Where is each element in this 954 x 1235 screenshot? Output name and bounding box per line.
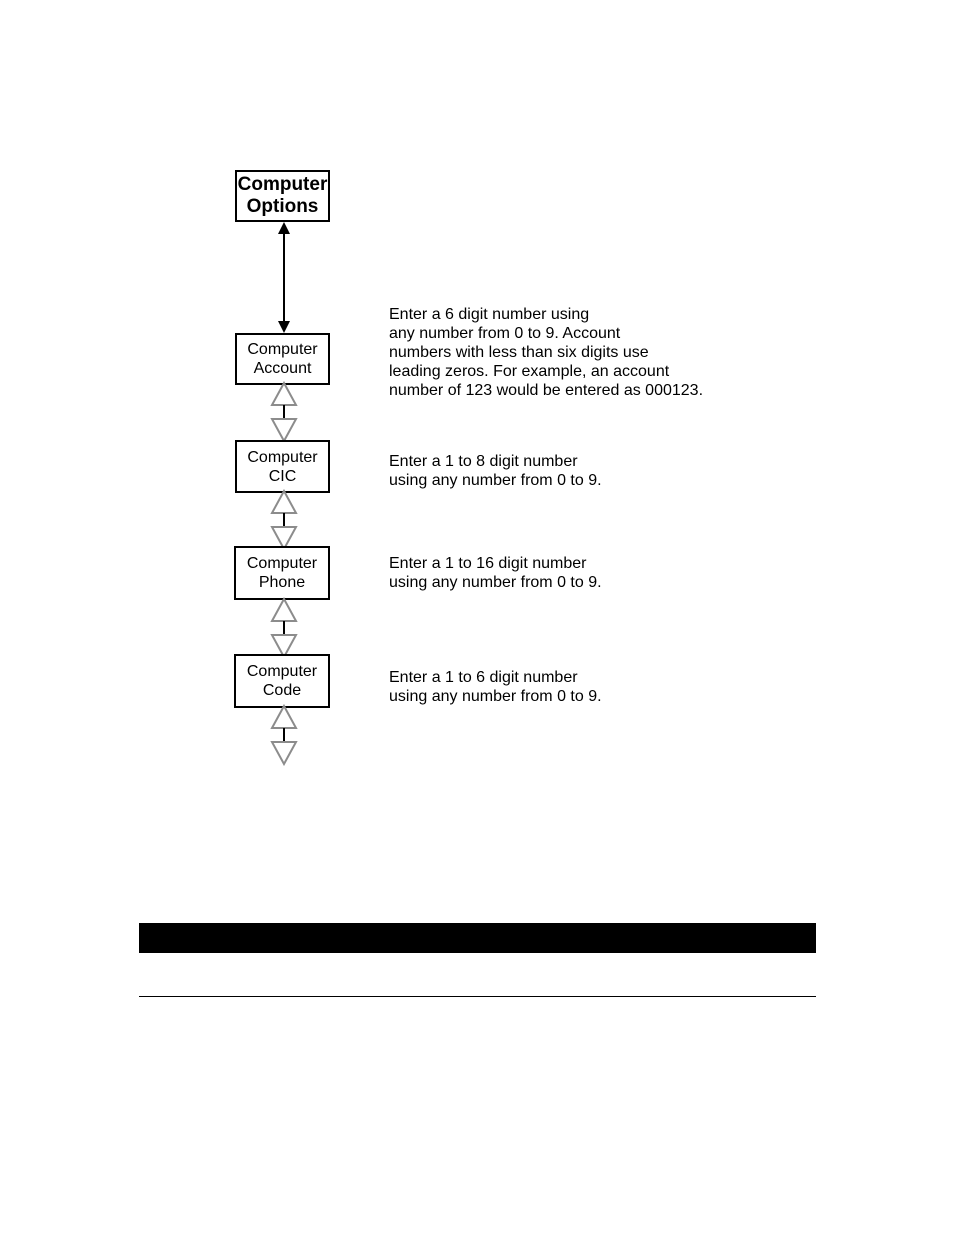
- cic-description: [389, 452, 602, 490]
- double-arrow-connector: [273, 220, 295, 335]
- description-line: using any number from 0 to 9.: [389, 688, 602, 705]
- node-label-line2: Code: [262, 682, 302, 699]
- hollow-arrow-up-icon: [272, 706, 296, 728]
- phone-description: [389, 554, 602, 592]
- computer-phone-node: [234, 546, 330, 600]
- hollow-double-arrow-connector: [268, 489, 300, 551]
- arrow-down-icon: [278, 321, 290, 333]
- node-label-line2: Phone: [258, 574, 306, 591]
- hollow-arrow-up-icon: [272, 599, 296, 621]
- hollow-arrow-down-icon: [272, 419, 296, 441]
- hollow-double-arrow-connector: [268, 704, 300, 766]
- account-description: [389, 305, 703, 400]
- node-label-line1: Computer: [246, 663, 318, 680]
- description-line: Enter a 6 digit number using: [389, 306, 590, 323]
- computer-options-node: [235, 170, 330, 222]
- hollow-arrow-up-icon: [272, 491, 296, 513]
- node-label-line2: Account: [253, 360, 312, 377]
- description-line: Enter a 1 to 16 digit number: [389, 555, 587, 572]
- description-line: numbers with less than six digits use: [389, 344, 649, 361]
- description-line: any number from 0 to 9. Account: [389, 325, 621, 342]
- hollow-double-arrow-connector: [268, 381, 300, 443]
- section-header-bar: [139, 923, 816, 953]
- hollow-double-arrow-connector: [268, 597, 300, 659]
- node-label-line1: Computer: [246, 555, 318, 572]
- computer-cic-node: [235, 440, 330, 493]
- description-line: Enter a 1 to 8 digit number: [389, 453, 578, 470]
- hollow-arrow-up-icon: [272, 383, 296, 405]
- hollow-arrow-down-icon: [272, 742, 296, 764]
- description-line: Enter a 1 to 6 digit number: [389, 669, 578, 686]
- description-line: number of 123 would be entered as 000123.: [389, 382, 704, 399]
- description-line: using any number from 0 to 9.: [389, 574, 602, 591]
- horizontal-rule: [139, 996, 816, 997]
- code-description: [389, 668, 602, 706]
- arrow-up-icon: [278, 222, 290, 234]
- node-label-line1: Computer: [237, 174, 328, 195]
- node-label-line1: Computer: [247, 448, 318, 466]
- node-label-line2: CIC: [268, 467, 297, 485]
- node-label-line1: Computer: [247, 341, 318, 358]
- computer-code-node: [234, 654, 330, 708]
- computer-account-node: [235, 333, 330, 385]
- node-label-line2: Options: [246, 196, 319, 217]
- description-line: leading zeros. For example, an account: [389, 363, 670, 380]
- description-line: using any number from 0 to 9.: [389, 472, 602, 489]
